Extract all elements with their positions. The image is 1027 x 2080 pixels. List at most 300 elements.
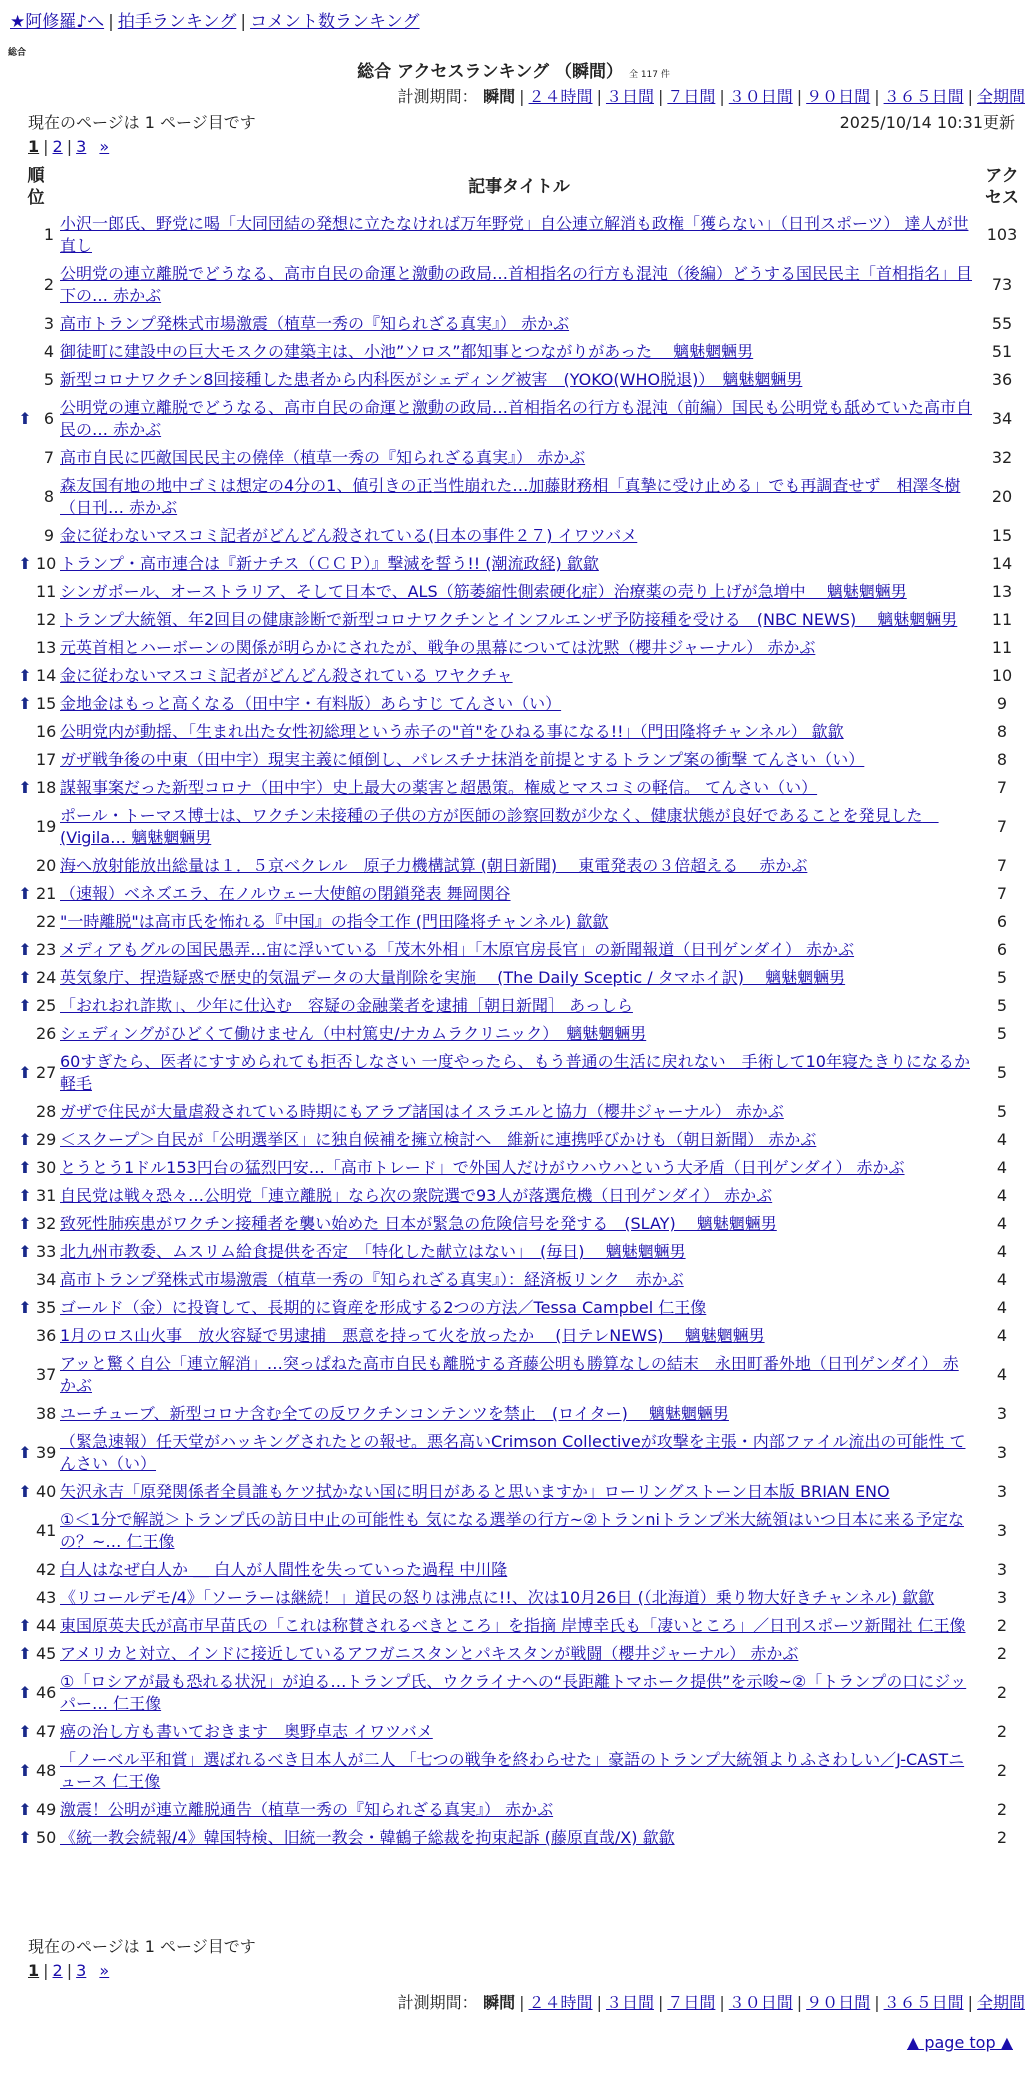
- article-link[interactable]: 《統一教会続報/4》韓国特検、旧統一教会・韓鶴子総裁を拘束起訴 (藤原直哉/X) 歙歙: [60, 1828, 675, 1847]
- table-row: [14, 1718, 1024, 1746]
- article-link[interactable]: シンガポール、オーストラリア、そして日本で、ALS（筋萎縮性側索硬化症）治療薬の売り上げが急増中 魑魅魍魎男: [60, 582, 907, 601]
- rank-number: 1: [43, 225, 54, 244]
- article-link[interactable]: 元英首相とハーボーンの関係が明らかにされたが、戦争の黒幕については沈黙（櫻井ジャーナル） 赤かぶ: [60, 638, 816, 657]
- period-link-2[interactable]: ３日間: [605, 1993, 654, 2012]
- access-count: 20: [991, 487, 1013, 506]
- access-count: 5: [996, 968, 1008, 987]
- article-title-cell: [58, 1640, 980, 1668]
- rank-up-icon: ⬆: [18, 968, 32, 987]
- rank-number: 47: [36, 1722, 57, 1741]
- rank-number: 29: [36, 1130, 57, 1149]
- rank-up-icon: ⬆: [18, 1800, 32, 1819]
- access-count: 15: [991, 526, 1013, 545]
- article-link[interactable]: "一時離脱"は高市氏を怖れる『中国』の指令工作 (門田隆将チャンネル) 歙歙: [60, 912, 609, 931]
- article-title-cell: [58, 1584, 980, 1612]
- article-link[interactable]: 公明党の連立離脱でどうなる、高市自民の命運と激動の政局…首相指名の行方も混沌（前編）国民も公明党も舐めていた高市自民の… 赤かぶ: [60, 398, 973, 439]
- article-title-cell: [58, 1322, 980, 1350]
- article-link[interactable]: 東国原英夫氏が高市早苗氏の「これは称賛されるべきところ」を指摘 岸博幸氏も「凄いところ」／日刊スポーツ新聞社 仁王像: [60, 1616, 966, 1635]
- access-count: 11: [991, 610, 1013, 629]
- article-link[interactable]: 海へ放射能放出総量は１．５京ベクレル 原子力機構試算 (朝日新聞) 東電発表の３倍超える 赤かぶ: [60, 856, 808, 875]
- page-current: 1: [28, 1961, 40, 1980]
- table-row: [14, 936, 1024, 964]
- period-current: 瞬間: [477, 1993, 516, 2012]
- comment-ranking-link[interactable]: コメント数ランキング: [250, 12, 420, 32]
- article-link[interactable]: ポール・トーマス博士は、ワクチン未接種の子供の方が医師の診察回数が少なく、健康状態が良好であることを発見した (Vigila… 魑魅魍魎男: [60, 806, 939, 847]
- article-link[interactable]: 謀報事案だった新型コロナ（田中宇）史上最大の薬害と超愚策。権威とマスコミの軽信。 てんさい（い）: [60, 778, 818, 797]
- rank-up-icon: ⬆: [18, 1242, 32, 1261]
- article-link[interactable]: 御徒町に建設中の巨大モスクの建築主は、小池”ソロス”都知事とつながりがあった 魑魅魍魎男: [60, 342, 754, 361]
- rank-up-icon: ⬆: [18, 1063, 32, 1082]
- rank-arrow-cell: [14, 522, 36, 550]
- table-row: [14, 1746, 1024, 1796]
- rank-number: 39: [36, 1443, 57, 1462]
- table-row: [14, 444, 1024, 472]
- rank-number: 28: [36, 1102, 57, 1121]
- rank-arrow-cell: [14, 746, 36, 774]
- access-count: 34: [991, 409, 1013, 428]
- rank-header-label: 順 位: [27, 166, 45, 208]
- article-title-cell: [58, 1210, 980, 1238]
- access-count: 36: [991, 370, 1013, 389]
- rank-up-icon: ⬆: [18, 1482, 32, 1501]
- table-row: [14, 1478, 1024, 1506]
- article-title-cell: [58, 1266, 980, 1294]
- article-link[interactable]: 金に従わないマスコミ記者がどんどん殺されている ワヤクチャ: [60, 666, 513, 685]
- table-row: [14, 1048, 1024, 1098]
- article-link[interactable]: 癌の治し方も書いておきます 奥野卓志 イワツバメ: [60, 1722, 433, 1741]
- article-title-cell: [58, 1350, 980, 1400]
- table-row: [14, 1154, 1024, 1182]
- period-separator: |: [596, 87, 602, 106]
- article-title-cell: [58, 852, 980, 880]
- rank-number: 11: [36, 582, 57, 601]
- rank-arrow-cell: [14, 338, 36, 366]
- next-page-link[interactable]: »: [99, 137, 110, 156]
- page-top-link[interactable]: ▲ page top ▲: [906, 2033, 1013, 2052]
- rank-up-icon: ⬆: [18, 778, 32, 797]
- article-title-cell: [58, 1294, 980, 1322]
- article-title-cell: [58, 1126, 980, 1154]
- rank-number: 35: [36, 1298, 57, 1317]
- rank-arrow-cell: [14, 1322, 36, 1350]
- article-title-cell: [58, 366, 980, 394]
- article-link[interactable]: ①＜1分で解説＞トランプ氏の訪日中止の可能性も 気になる選挙の行方~②トランniトランプ米大統領はいつ日本に来る予定なの？~… 仁王像: [60, 1510, 964, 1551]
- article-title-cell: [58, 634, 980, 662]
- access-count: 3: [996, 1482, 1008, 1501]
- pager-top: [28, 136, 109, 158]
- rank-number: 42: [36, 1560, 57, 1579]
- table-row: [14, 1294, 1024, 1322]
- page-top-row: [907, 2032, 1013, 2054]
- period-link-1[interactable]: ２４時間: [528, 87, 593, 106]
- rank-arrow-cell: [14, 444, 36, 472]
- rank-arrow-cell: [14, 1584, 36, 1612]
- total-count: 全 117 件: [628, 70, 670, 80]
- article-link[interactable]: 《リコールデモ/4》「ソーラーは継続！」道民の怒りは沸点に!!、次は10月26日 (（北海道）乗り物大好きチャンネル) 歙歙: [60, 1588, 935, 1607]
- article-title-cell: [58, 1048, 980, 1098]
- rank-arrow-cell: [14, 606, 36, 634]
- article-title-cell: [58, 550, 980, 578]
- article-link[interactable]: 高市トランプ発株式市場激震（植草一秀の『知られざる真実』） 赤かぶ: [60, 314, 570, 333]
- access-count: 5: [996, 1063, 1008, 1082]
- rank-number: 15: [36, 694, 57, 713]
- period-link-6[interactable]: ３６５日間: [883, 87, 964, 106]
- page-info-row-top: [28, 112, 1015, 134]
- rank-up-icon: ⬆: [18, 1214, 32, 1233]
- table-row: [14, 1640, 1024, 1668]
- rank-arrow-cell: [14, 1020, 36, 1048]
- article-link[interactable]: 高市トランプ発株式市場激震（植草一秀の『知られざる真実』）：経済板リンク 赤かぶ: [60, 1270, 684, 1289]
- access-count: 9: [996, 694, 1008, 713]
- rank-arrow-cell: [14, 802, 36, 852]
- article-link[interactable]: ユーチューブ、新型コロナ含む全ての反ワクチンコンテンツを禁止 (ロイター) 魑魅魍魎男: [60, 1404, 729, 1423]
- page-link-2[interactable]: 2: [52, 137, 63, 156]
- period-separator: |: [719, 87, 725, 106]
- article-title-cell: [58, 260, 980, 310]
- article-title-cell: [58, 1400, 980, 1428]
- period-separator: |: [967, 87, 973, 106]
- access-count: 3: [996, 1404, 1008, 1423]
- article-link[interactable]: 「ノーベル平和賞」選ばれるべき日本人が二人 「七つの戦争を終わらせた」豪語のトランプ大統領よりふさわしい／J-CASTニュース 仁王像: [60, 1750, 965, 1791]
- rank-number: 34: [36, 1270, 57, 1289]
- access-count: 4: [996, 1130, 1008, 1149]
- ranking-table: [14, 164, 1024, 1852]
- table-row: [14, 1182, 1024, 1210]
- table-row: [14, 210, 1024, 260]
- rank-up-icon: ⬆: [18, 1158, 32, 1177]
- ranking-body: [14, 210, 1024, 1852]
- article-link[interactable]: 致死性肺疾患がワクチン接種者を襲い始めた 日本が緊急の危険信号を発する (SLAY) 魑魅魍魎男: [60, 1214, 777, 1233]
- nav-separator: |: [108, 12, 114, 32]
- article-link[interactable]: 英気象庁、捏造疑惑で歴史的気温データの大量削除を実施 (The Daily Sceptic / タマホイ訳) 魑魅魍魎男: [60, 968, 846, 987]
- pager-space: [86, 137, 99, 156]
- access-count: 2: [996, 1828, 1008, 1847]
- period-selector-bottom: [398, 1992, 1025, 2014]
- rank-number: 24: [36, 968, 57, 987]
- article-title-cell: [58, 210, 980, 260]
- access-count: 6: [996, 940, 1008, 959]
- rank-up-icon: ⬆: [18, 884, 32, 903]
- access-count: 4: [996, 1242, 1008, 1261]
- article-link[interactable]: 激震！公明が連立離脱通告（植草一秀の『知られざる真実』） 赤かぶ: [60, 1800, 554, 1819]
- rank-number: 6: [43, 409, 54, 428]
- access-count: 4: [996, 1158, 1008, 1177]
- rank-up-icon: ⬆: [18, 1443, 32, 1462]
- rank-arrow-cell: [14, 1350, 36, 1400]
- rank-arrow-cell: [14, 310, 36, 338]
- period-link-7[interactable]: 全期間: [976, 87, 1025, 106]
- rank-arrow-cell: [14, 852, 36, 880]
- updated-time: 2025/10/14 10:31更新: [839, 113, 1015, 132]
- period-separator: |: [519, 87, 525, 106]
- rank-number: 18: [36, 778, 57, 797]
- rank-number: 22: [36, 912, 57, 931]
- article-title-cell: [58, 522, 980, 550]
- table-row: [14, 472, 1024, 522]
- table-row: [14, 908, 1024, 936]
- rank-arrow-cell: [14, 1266, 36, 1294]
- period-link-4[interactable]: ３０日間: [728, 87, 793, 106]
- article-link[interactable]: ＜スクープ＞自民が「公明選挙区」に独自候補を擁立検討へ 維新に連携呼びかけも（朝日新聞） 赤かぶ: [60, 1130, 817, 1149]
- access-count: 3: [996, 1521, 1008, 1540]
- table-row: [14, 1350, 1024, 1400]
- article-link[interactable]: 高市自民に匹敵国民民主の僥倖（植草一秀の『知られざる真実』） 赤かぶ: [60, 448, 586, 467]
- period-link-7[interactable]: 全期間: [976, 1993, 1025, 2012]
- article-link[interactable]: とうとう1ドル153円台の猛烈円安…「高市トレード」で外国人だけがウハウハという大矛盾（日刊ゲンダイ） 赤かぶ: [60, 1158, 905, 1177]
- page-link-2[interactable]: 2: [52, 1961, 63, 1980]
- ranking-header: [0, 60, 1027, 84]
- table-row: [14, 1400, 1024, 1428]
- rank-arrow-cell: [14, 260, 36, 310]
- access-count: 3: [996, 1560, 1008, 1579]
- article-title-cell: [58, 1238, 980, 1266]
- table-row: [14, 1210, 1024, 1238]
- rank-number: 13: [36, 638, 57, 657]
- article-title-cell: [58, 394, 980, 444]
- access-count: 7: [996, 884, 1008, 903]
- table-row: [14, 802, 1024, 852]
- article-title-cell: [58, 444, 980, 472]
- access-count: 5: [996, 996, 1008, 1015]
- access-count: 3: [996, 1588, 1008, 1607]
- rank-number: 16: [36, 722, 57, 741]
- rank-up-icon: ⬆: [18, 996, 32, 1015]
- period-separator: |: [657, 87, 664, 106]
- access-header-label: アク セス: [985, 166, 1019, 208]
- period-label: 計測期間：: [397, 1993, 478, 2012]
- rank-arrow-cell: [14, 578, 36, 606]
- access-count: 4: [996, 1326, 1008, 1345]
- applause-ranking-link[interactable]: 拍手ランキング: [117, 12, 237, 32]
- table-row: [14, 1612, 1024, 1640]
- rank-number: 40: [36, 1482, 57, 1501]
- rank-arrow-cell: [14, 1556, 36, 1584]
- article-link[interactable]: 森友国有地の地中ゴミは想定の4分の1、値引きの正当性崩れた…加藤財務相「真摯に受け止める」でも再調査せず 相澤冬樹（日刊… 赤かぶ: [60, 476, 961, 517]
- rank-number: 38: [36, 1404, 57, 1423]
- article-title-cell: [58, 1098, 980, 1126]
- rank-number: 46: [36, 1683, 57, 1702]
- pager-separator: |: [66, 1961, 73, 1980]
- rank-up-icon: ⬆: [18, 1186, 32, 1205]
- access-count: 10: [991, 666, 1013, 685]
- period-current: 瞬間: [477, 87, 516, 106]
- period-separator: |: [967, 1993, 973, 2012]
- article-link[interactable]: 白人はなぜ白人か ＿ 白人が人間性を失っていった過程 中川隆: [60, 1560, 508, 1579]
- article-title-cell: [58, 746, 980, 774]
- rank-number: 32: [36, 1214, 57, 1233]
- home-link[interactable]: ★阿修羅♪へ: [10, 12, 105, 32]
- rank-arrow-cell: [14, 366, 36, 394]
- access-count: 5: [996, 1102, 1008, 1121]
- article-link[interactable]: メディアもグルの国民愚弄…宙に浮いている「茂木外相」「木原官房長官」の新聞報道（日刊ゲンダイ） 赤かぶ: [60, 940, 855, 959]
- rank-number: 48: [36, 1761, 57, 1780]
- period-link-5[interactable]: ９０日間: [806, 87, 871, 106]
- rank-up-icon: ⬆: [18, 1683, 32, 1702]
- article-link[interactable]: ①「ロシアが最も恐れる状況」が迫る…トランプ氏、ウクライナへの“長距離トマホーク提供”を示唆~②「トランプの口にジッパー… 仁王像: [60, 1672, 967, 1713]
- period-separator: |: [874, 87, 880, 106]
- article-link[interactable]: （緊急速報）任天堂がハッキングされたとの報せ。悪名高いCrimson Collectiveが攻撃を主張・内部ファイル流出の可能性 てんさい（い）: [60, 1432, 966, 1473]
- page-link-3[interactable]: 3: [76, 1961, 87, 1980]
- rank-number: 50: [36, 1828, 57, 1847]
- section-label: 総合: [8, 48, 27, 58]
- period-link-6[interactable]: ３６５日間: [883, 1993, 964, 2012]
- article-title-cell: [58, 578, 980, 606]
- period-link-3[interactable]: ７日間: [667, 87, 716, 106]
- period-link-3[interactable]: ７日間: [667, 1993, 716, 2012]
- period-selector-top: [398, 86, 1025, 108]
- access-count: 2: [996, 1644, 1008, 1663]
- article-title-cell: [58, 908, 980, 936]
- article-title-cell: [58, 992, 980, 1020]
- rank-arrow-cell: [14, 1400, 36, 1428]
- table-row: [14, 1824, 1024, 1852]
- access-count: 103: [986, 225, 1018, 244]
- access-count: 8: [996, 722, 1008, 741]
- page-link-3[interactable]: 3: [76, 137, 87, 156]
- access-count: 51: [991, 342, 1013, 361]
- rank-number: 44: [36, 1616, 57, 1635]
- rank-arrow-cell: [14, 472, 36, 522]
- rank-number: 21: [36, 884, 57, 903]
- rank-arrow-cell: [14, 210, 36, 260]
- rank-up-icon: ⬆: [18, 554, 32, 573]
- article-link[interactable]: ガザで住民が大量虐殺されている時期にもアラブ諸国はイスラエルと協力（櫻井ジャーナル） 赤かぶ: [60, 1102, 784, 1121]
- table-row: [14, 1796, 1024, 1824]
- access-count: 55: [991, 314, 1013, 333]
- article-link[interactable]: 新型コロナワクチン8回接種した患者から内科医がシェディング被害 (YOKO(WHO脱退)） 魑魅魍魎男: [60, 370, 803, 389]
- table-row: [14, 746, 1024, 774]
- rank-number: 10: [36, 554, 57, 573]
- rank-number: 36: [36, 1326, 57, 1345]
- access-count: 73: [991, 275, 1013, 294]
- table-row: [14, 1266, 1024, 1294]
- article-title-cell: [58, 1506, 980, 1556]
- access-count: 2: [996, 1683, 1008, 1702]
- period-separator: |: [719, 1993, 725, 2012]
- article-link[interactable]: 公明党の連立離脱でどうなる、高市自民の命運と激動の政局…首相指名の行方も混沌（後編）どうする国民民主「首相指名」目下の… 赤かぶ: [60, 264, 973, 305]
- rank-number: 27: [36, 1063, 57, 1082]
- article-link[interactable]: アッと驚く自公「連立解消」…突っぱねた高市自民も離脱する斉藤公明も勝算なしの結末 永田町番外地（日刊ゲンダイ） 赤かぶ: [60, 1354, 959, 1395]
- period-link-4[interactable]: ３０日間: [728, 1993, 793, 2012]
- rank-up-icon: ⬆: [18, 694, 32, 713]
- access-count: 4: [996, 1214, 1008, 1233]
- article-link[interactable]: 1月のロス山火事 放火容疑で男逮捕 悪意を持って火を放ったか (日テレNEWS) 魑魅魍魎男: [60, 1326, 765, 1345]
- pager-separator: |: [43, 137, 49, 156]
- rank-up-icon: ⬆: [18, 1761, 32, 1780]
- table-row: [14, 338, 1024, 366]
- article-link[interactable]: 公明党内が動揺、「生まれ出た女性初総理という赤子の"首"をひねる事になる!!」（門田隆将チャンネル） 歙歙: [60, 722, 844, 741]
- access-count: 13: [991, 582, 1013, 601]
- access-count: 2: [996, 1616, 1008, 1635]
- rank-header: [14, 164, 58, 210]
- access-count: 32: [991, 448, 1013, 467]
- access-count: 4: [996, 1270, 1008, 1289]
- article-title-cell: [58, 1020, 980, 1048]
- period-link-1[interactable]: ２４時間: [528, 1993, 593, 2012]
- rank-number: 7: [43, 448, 54, 467]
- pager-bottom: [28, 1960, 109, 1982]
- period-link-5[interactable]: ９０日間: [806, 1993, 871, 2012]
- rank-number: 5: [43, 370, 54, 389]
- table-row: [14, 1506, 1024, 1556]
- access-count: 5: [996, 1024, 1008, 1043]
- article-title-cell: [58, 1182, 980, 1210]
- article-link[interactable]: トランプ・高市連合は『新ナチス（ＣＣＰ）』撃滅を誓う!! (潮流政経) 歙歙: [60, 554, 599, 573]
- access-count: 2: [996, 1800, 1008, 1819]
- page-title: 総合 アクセスランキング （瞬間）: [357, 62, 623, 82]
- article-link[interactable]: 60すぎたら、医者にすすめられても拒否しなさい 一度やったら、もう普通の生活に戻れない 手術して10年寝たきりになるか軽毛: [60, 1052, 970, 1093]
- pager-separator: |: [66, 137, 73, 156]
- rank-number: 2: [43, 275, 54, 294]
- article-link[interactable]: 小沢一郎氏、野党に喝「大同団結の発想に立たなければ万年野党」自公連立解消も政権「獲らない」（日刊スポーツ） 達人が世直し: [60, 214, 969, 255]
- rank-number: 20: [36, 856, 57, 875]
- table-row: [14, 718, 1024, 746]
- rank-number: 8: [43, 487, 54, 506]
- article-title-cell: [58, 1612, 980, 1640]
- rank-up-icon: ⬆: [18, 1828, 32, 1847]
- article-title-cell: [58, 338, 980, 366]
- article-link[interactable]: 自民党は戦々恐々…公明党「連立離脱」なら次の衆院選で93人が落選危機（日刊ゲンダイ） 赤かぶ: [60, 1186, 773, 1205]
- nav-separator: |: [240, 12, 247, 32]
- rank-number: 37: [36, 1365, 57, 1384]
- article-link[interactable]: 金に従わないマスコミ記者がどんどん殺されている(日本の事件２７) イワツバメ: [60, 526, 638, 545]
- article-title-cell: [58, 1718, 980, 1746]
- table-row: [14, 634, 1024, 662]
- table-row: [14, 1428, 1024, 1478]
- article-link[interactable]: ガザ戦争後の中東（田中宇）現実主義に傾倒し、パレスチナ抹消を前提とするトランプ案の衝撃 てんさい（い）: [60, 750, 865, 769]
- article-link[interactable]: 北九州市教委、ムスリム給食提供を否定 「特化した献立はない」 (毎日) 魑魅魍魎男: [60, 1242, 686, 1261]
- rank-number: 19: [36, 817, 57, 836]
- rank-arrow-cell: [14, 908, 36, 936]
- table-row: [14, 774, 1024, 802]
- table-header-row: [14, 164, 1024, 210]
- period-link-2[interactable]: ３日間: [605, 87, 654, 106]
- rank-up-icon: ⬆: [18, 1722, 32, 1741]
- article-link[interactable]: 「おれおれ詐欺」、少年に仕込む 容疑の金融業者を逮捕［朝日新聞］ あっしら: [60, 996, 633, 1015]
- article-link[interactable]: シェディングがひどくて働けません（中村篤史/ナカムラクリニック） 魑魅魍魎男: [60, 1024, 647, 1043]
- table-row: [14, 1556, 1024, 1584]
- access-count: 2: [996, 1722, 1008, 1741]
- article-title-cell: [58, 802, 980, 852]
- table-row: [14, 1098, 1024, 1126]
- table-row: [14, 690, 1024, 718]
- rank-number: 14: [36, 666, 57, 685]
- article-link[interactable]: アメリカと対立、インドに接近しているアフガニスタンとパキスタンが戦闘（櫻井ジャーナル） 赤かぶ: [60, 1644, 799, 1663]
- next-page-link[interactable]: »: [99, 1961, 110, 1980]
- table-row: [14, 852, 1024, 880]
- table-row: [14, 1584, 1024, 1612]
- article-title-cell: [58, 1428, 980, 1478]
- article-link[interactable]: 金地金はもっと高くなる（田中宇・有料版）あらすじ てんさい（い）: [60, 694, 562, 713]
- rank-up-icon: ⬆: [18, 1298, 32, 1317]
- rank-number: 9: [43, 526, 54, 545]
- table-row: [14, 1238, 1024, 1266]
- table-row: [14, 992, 1024, 1020]
- article-title-cell: [58, 1154, 980, 1182]
- rank-number: 30: [36, 1158, 57, 1177]
- article-title-cell: [58, 774, 980, 802]
- article-link[interactable]: ゴールド（金）に投資して、長期的に資産を形成する2つの方法／Tessa Campbel 仁王像: [60, 1298, 707, 1317]
- article-link[interactable]: （速報）ベネズエラ、在ノルウェー大使館の閉鎖発表 舞岡関谷: [60, 884, 511, 903]
- article-link[interactable]: 矢沢永吉「原発関係者全員誰もケツ拭かない国に明日があると思いますか」ローリングストーン日本版 BRIAN ENO: [60, 1482, 890, 1501]
- rank-arrow-cell: [14, 1098, 36, 1126]
- article-title-cell: [58, 880, 980, 908]
- page-info-row-bottom: [28, 1936, 1015, 1958]
- article-title-cell: [58, 1556, 980, 1584]
- article-link[interactable]: トランプ大統領、年2回目の健康診断で新型コロナワクチンとインフルエンザ予防接種を受ける (NBC NEWS) 魑魅魍魎男: [60, 610, 958, 629]
- rank-number: 41: [36, 1521, 57, 1540]
- rank-up-icon: ⬆: [18, 409, 32, 428]
